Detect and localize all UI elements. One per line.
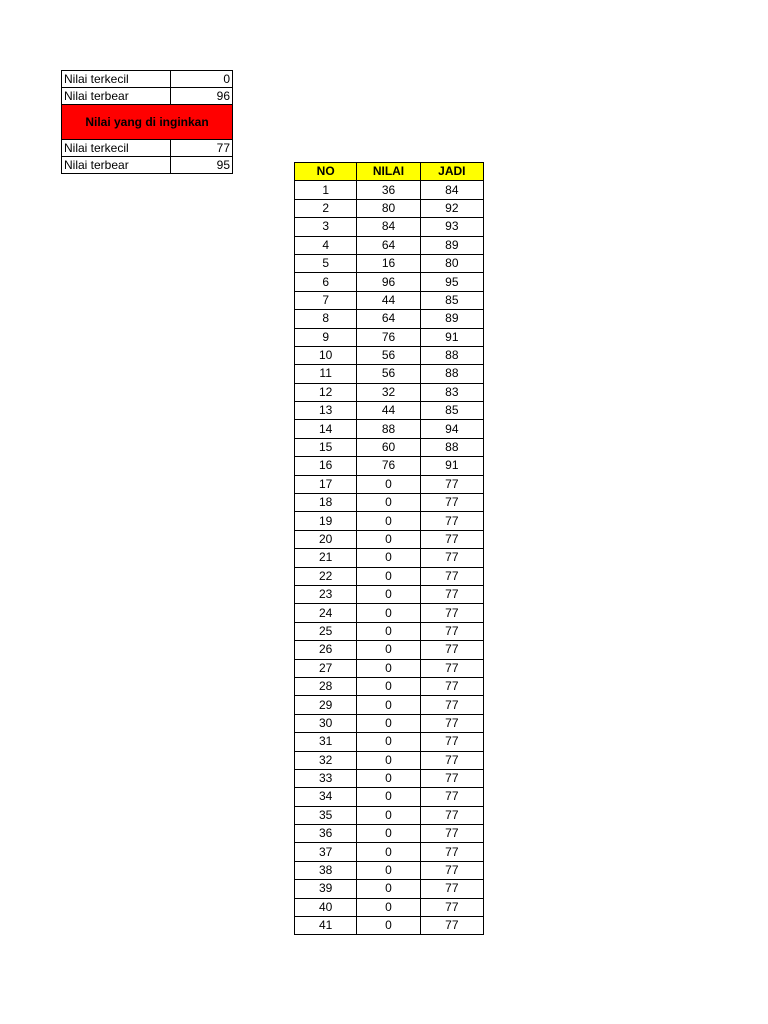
cell-no[interactable]: 10 — [295, 346, 357, 364]
table-row — [295, 530, 484, 548]
table-row — [295, 659, 484, 677]
cell-nilai[interactable]: 0 — [357, 861, 420, 879]
cell-nilai[interactable]: 0 — [357, 714, 420, 732]
table-row — [295, 567, 484, 585]
table-row — [295, 696, 484, 714]
cell-no[interactable]: 7 — [295, 291, 357, 309]
cell-nilai[interactable]: 0 — [357, 788, 420, 806]
summary-row-max — [62, 88, 233, 105]
summary-value[interactable]: 0 — [171, 71, 233, 88]
cell-nilai[interactable]: 44 — [357, 402, 420, 420]
cell-jadi[interactable]: 91 — [420, 328, 483, 346]
cell-nilai[interactable]: 16 — [357, 254, 420, 272]
cell-jadi[interactable]: 77 — [420, 917, 483, 935]
cell-no[interactable]: 36 — [295, 825, 357, 843]
cell-no[interactable]: 27 — [295, 659, 357, 677]
cell-jadi[interactable]: 77 — [420, 898, 483, 916]
cell-nilai[interactable]: 0 — [357, 549, 420, 567]
cell-jadi[interactable]: 77 — [420, 861, 483, 879]
table-row — [295, 604, 484, 622]
cell-nilai[interactable]: 0 — [357, 696, 420, 714]
cell-jadi[interactable]: 95 — [420, 273, 483, 291]
cell-jadi[interactable]: 85 — [420, 291, 483, 309]
cell-nilai[interactable]: 44 — [357, 291, 420, 309]
cell-nilai[interactable]: 0 — [357, 530, 420, 548]
summary-value[interactable]: 77 — [171, 140, 233, 157]
cell-jadi[interactable]: 77 — [420, 843, 483, 861]
summary-label[interactable]: Nilai terkecil — [62, 71, 171, 88]
summary-banner-row — [62, 105, 233, 140]
cell-no[interactable]: 4 — [295, 236, 357, 254]
table-row — [295, 328, 484, 346]
cell-nilai[interactable]: 0 — [357, 880, 420, 898]
cell-nilai[interactable]: 0 — [357, 512, 420, 530]
column-header-jadi[interactable]: JADI — [420, 163, 483, 181]
cell-no[interactable]: 34 — [295, 788, 357, 806]
cell-no[interactable]: 18 — [295, 494, 357, 512]
table-row — [295, 880, 484, 898]
cell-jadi[interactable]: 77 — [420, 733, 483, 751]
cell-no[interactable]: 11 — [295, 365, 357, 383]
cell-nilai[interactable]: 56 — [357, 346, 420, 364]
cell-nilai[interactable]: 64 — [357, 310, 420, 328]
cell-no[interactable]: 6 — [295, 273, 357, 291]
cell-jadi[interactable]: 77 — [420, 530, 483, 548]
cell-nilai[interactable]: 0 — [357, 494, 420, 512]
cell-no[interactable]: 13 — [295, 402, 357, 420]
cell-nilai[interactable]: 0 — [357, 733, 420, 751]
table-row — [295, 420, 484, 438]
table-row — [295, 494, 484, 512]
summary-label[interactable]: Nilai terkecil — [62, 140, 171, 157]
table-row — [295, 622, 484, 640]
cell-jadi[interactable]: 89 — [420, 236, 483, 254]
cell-nilai[interactable]: 0 — [357, 825, 420, 843]
table-row — [295, 861, 484, 879]
cell-no[interactable]: 21 — [295, 549, 357, 567]
cell-jadi[interactable]: 77 — [420, 622, 483, 640]
cell-no[interactable]: 38 — [295, 861, 357, 879]
summary-value[interactable]: 96 — [171, 88, 233, 105]
cell-jadi[interactable]: 88 — [420, 346, 483, 364]
cell-jadi[interactable]: 77 — [420, 512, 483, 530]
cell-nilai[interactable]: 0 — [357, 622, 420, 640]
summary-row-desired-max — [62, 157, 233, 174]
cell-nilai[interactable]: 80 — [357, 199, 420, 217]
cell-no[interactable]: 31 — [295, 733, 357, 751]
summary-table — [61, 70, 233, 174]
cell-no[interactable]: 16 — [295, 457, 357, 475]
table-row — [295, 917, 484, 935]
table-row — [295, 677, 484, 695]
cell-no[interactable]: 2 — [295, 199, 357, 217]
cell-nilai[interactable]: 0 — [357, 641, 420, 659]
cell-no[interactable]: 22 — [295, 567, 357, 585]
cell-jadi[interactable]: 92 — [420, 199, 483, 217]
table-row — [295, 512, 484, 530]
cell-jadi[interactable]: 77 — [420, 659, 483, 677]
cell-jadi[interactable]: 89 — [420, 310, 483, 328]
table-row — [295, 402, 484, 420]
cell-jadi[interactable]: 77 — [420, 567, 483, 585]
cell-nilai[interactable]: 96 — [357, 273, 420, 291]
cell-jadi[interactable]: 85 — [420, 402, 483, 420]
cell-nilai[interactable]: 0 — [357, 585, 420, 603]
scores-table — [294, 162, 484, 935]
cell-no[interactable]: 37 — [295, 843, 357, 861]
table-row — [295, 218, 484, 236]
cell-jadi[interactable]: 77 — [420, 696, 483, 714]
cell-nilai[interactable]: 76 — [357, 328, 420, 346]
cell-no[interactable]: 9 — [295, 328, 357, 346]
table-row — [295, 199, 484, 217]
cell-no[interactable]: 20 — [295, 530, 357, 548]
table-row — [295, 236, 484, 254]
table-row — [295, 898, 484, 916]
cell-no[interactable]: 32 — [295, 751, 357, 769]
cell-jadi[interactable]: 77 — [420, 806, 483, 824]
summary-row-min — [62, 71, 233, 88]
table-row — [295, 310, 484, 328]
cell-jadi[interactable]: 77 — [420, 585, 483, 603]
cell-jadi[interactable]: 83 — [420, 383, 483, 401]
table-row — [295, 457, 484, 475]
summary-label[interactable]: Nilai terbear — [62, 88, 171, 105]
cell-jadi[interactable]: 77 — [420, 825, 483, 843]
cell-jadi[interactable]: 77 — [420, 677, 483, 695]
cell-jadi[interactable]: 91 — [420, 457, 483, 475]
cell-nilai[interactable]: 64 — [357, 236, 420, 254]
cell-jadi[interactable]: 80 — [420, 254, 483, 272]
cell-nilai[interactable]: 36 — [357, 181, 420, 199]
table-row — [295, 825, 484, 843]
desired-values-banner[interactable]: Nilai yang di inginkan — [62, 105, 233, 140]
table-row — [295, 475, 484, 493]
column-header-nilai[interactable]: NILAI — [357, 163, 420, 181]
cell-nilai[interactable]: 0 — [357, 898, 420, 916]
cell-no[interactable]: 39 — [295, 880, 357, 898]
table-row — [295, 291, 484, 309]
cell-jadi[interactable]: 77 — [420, 641, 483, 659]
table-row — [295, 585, 484, 603]
cell-no[interactable]: 3 — [295, 218, 357, 236]
cell-nilai[interactable]: 84 — [357, 218, 420, 236]
summary-row-desired-min — [62, 140, 233, 157]
cell-no[interactable]: 23 — [295, 585, 357, 603]
cell-jadi[interactable]: 77 — [420, 714, 483, 732]
cell-no[interactable]: 41 — [295, 917, 357, 935]
cell-jadi[interactable]: 88 — [420, 365, 483, 383]
cell-nilai[interactable]: 0 — [357, 567, 420, 585]
summary-value[interactable]: 95 — [171, 157, 233, 174]
cell-jadi[interactable]: 77 — [420, 475, 483, 493]
cell-no[interactable]: 14 — [295, 420, 357, 438]
cell-jadi[interactable]: 77 — [420, 751, 483, 769]
header-row — [295, 163, 484, 181]
cell-nilai[interactable]: 56 — [357, 365, 420, 383]
cell-nilai[interactable]: 0 — [357, 843, 420, 861]
cell-no[interactable]: 1 — [295, 181, 357, 199]
table-row — [295, 769, 484, 787]
table-row — [295, 788, 484, 806]
cell-no[interactable]: 30 — [295, 714, 357, 732]
cell-jadi[interactable]: 77 — [420, 769, 483, 787]
table-row — [295, 751, 484, 769]
table-row — [295, 273, 484, 291]
cell-jadi[interactable]: 93 — [420, 218, 483, 236]
cell-no[interactable]: 40 — [295, 898, 357, 916]
table-row — [295, 254, 484, 272]
cell-no[interactable]: 19 — [295, 512, 357, 530]
cell-no[interactable]: 15 — [295, 438, 357, 456]
cell-no[interactable]: 29 — [295, 696, 357, 714]
cell-nilai[interactable]: 0 — [357, 806, 420, 824]
table-row — [295, 733, 484, 751]
cell-jadi[interactable]: 77 — [420, 549, 483, 567]
table-row — [295, 383, 484, 401]
table-row — [295, 181, 484, 199]
cell-no[interactable]: 33 — [295, 769, 357, 787]
cell-nilai[interactable]: 32 — [357, 383, 420, 401]
cell-nilai[interactable]: 0 — [357, 659, 420, 677]
cell-nilai[interactable]: 76 — [357, 457, 420, 475]
cell-nilai[interactable]: 0 — [357, 604, 420, 622]
cell-no[interactable]: 8 — [295, 310, 357, 328]
cell-nilai[interactable]: 0 — [357, 677, 420, 695]
cell-nilai[interactable]: 0 — [357, 917, 420, 935]
table-row — [295, 365, 484, 383]
table-row — [295, 346, 484, 364]
cell-jadi[interactable]: 77 — [420, 880, 483, 898]
table-body — [295, 181, 484, 935]
table-row — [295, 641, 484, 659]
cell-nilai[interactable]: 60 — [357, 438, 420, 456]
cell-no[interactable]: 26 — [295, 641, 357, 659]
table-row — [295, 843, 484, 861]
summary-label[interactable]: Nilai terbear — [62, 157, 171, 174]
cell-jadi[interactable]: 77 — [420, 788, 483, 806]
cell-no[interactable]: 5 — [295, 254, 357, 272]
cell-nilai[interactable]: 0 — [357, 769, 420, 787]
column-header-no[interactable]: NO — [295, 163, 357, 181]
table-row — [295, 806, 484, 824]
cell-nilai[interactable]: 88 — [357, 420, 420, 438]
cell-jadi[interactable]: 94 — [420, 420, 483, 438]
cell-jadi[interactable]: 77 — [420, 494, 483, 512]
cell-no[interactable]: 28 — [295, 677, 357, 695]
cell-no[interactable]: 17 — [295, 475, 357, 493]
cell-nilai[interactable]: 0 — [357, 475, 420, 493]
cell-jadi[interactable]: 77 — [420, 604, 483, 622]
table-row — [295, 438, 484, 456]
cell-jadi[interactable]: 84 — [420, 181, 483, 199]
cell-nilai[interactable]: 0 — [357, 751, 420, 769]
cell-no[interactable]: 35 — [295, 806, 357, 824]
cell-jadi[interactable]: 88 — [420, 438, 483, 456]
cell-no[interactable]: 25 — [295, 622, 357, 640]
table-row — [295, 714, 484, 732]
table-row — [295, 549, 484, 567]
cell-no[interactable]: 12 — [295, 383, 357, 401]
cell-no[interactable]: 24 — [295, 604, 357, 622]
